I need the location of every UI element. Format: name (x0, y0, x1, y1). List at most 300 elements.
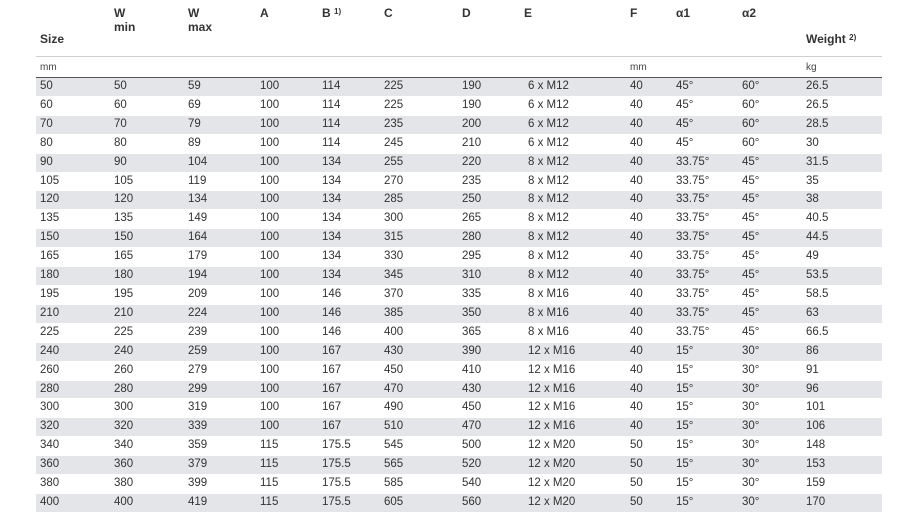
column-header-label: Size (40, 32, 65, 46)
table-cell: 40 (626, 172, 672, 191)
table-cell: 33.75° (672, 304, 738, 323)
table-cell: 12 x M16 (520, 380, 626, 399)
table-cell: 90 (110, 153, 184, 172)
table-cell: 134 (184, 191, 256, 210)
table-cell: 8 x M16 (520, 285, 626, 304)
table-cell: 150 (36, 229, 110, 248)
table-cell: 12 x M16 (520, 342, 626, 361)
table-cell: 53.5 (802, 267, 882, 286)
table-cell: 90 (36, 153, 110, 172)
dimensions-table (36, 0, 882, 513)
table-cell: 148 (802, 437, 882, 456)
table-cell: 175.5 (318, 475, 380, 494)
table-cell: 179 (184, 248, 256, 267)
column-header (256, 0, 318, 57)
table-cell: 105 (36, 172, 110, 191)
table-row (36, 172, 882, 191)
table-cell: 45° (738, 191, 802, 210)
table-cell: 40 (626, 304, 672, 323)
table-cell: 100 (256, 418, 318, 437)
table-cell: 360 (110, 456, 184, 475)
table-cell: 114 (318, 78, 380, 97)
table-cell: 26.5 (802, 78, 882, 97)
table-cell: 45° (672, 134, 738, 153)
table-cell: 240 (110, 342, 184, 361)
column-header (318, 0, 380, 57)
table-cell: 58.5 (802, 285, 882, 304)
table-cell: 255 (380, 153, 458, 172)
column-header-sublabel: min (114, 20, 136, 34)
table-cell: 300 (380, 210, 458, 229)
table-cell: 40 (626, 418, 672, 437)
table-cell: 35 (802, 172, 882, 191)
table-cell: 119 (184, 172, 256, 191)
table-row (36, 342, 882, 361)
table-cell: 134 (318, 153, 380, 172)
table-cell: 380 (110, 475, 184, 494)
table-cell: 50 (626, 475, 672, 494)
unit-cell: mm (36, 57, 110, 78)
table-cell: 6 x M12 (520, 115, 626, 134)
table-cell: 106 (802, 418, 882, 437)
table-cell: 260 (110, 361, 184, 380)
table-cell: 12 x M20 (520, 437, 626, 456)
column-header-label: D (462, 6, 471, 20)
table-cell: 320 (36, 418, 110, 437)
column-header (458, 0, 520, 57)
table-cell: 59 (184, 78, 256, 97)
table-cell: 60 (36, 96, 110, 115)
table-cell: 340 (110, 437, 184, 456)
table-cell: 30° (738, 418, 802, 437)
table-cell: 60° (738, 96, 802, 115)
table-cell: 365 (458, 323, 520, 342)
table-cell: 38 (802, 191, 882, 210)
table-cell: 100 (256, 267, 318, 286)
table-cell: 101 (802, 399, 882, 418)
table-cell: 50 (626, 456, 672, 475)
table-cell: 310 (458, 267, 520, 286)
table-cell: 60° (738, 78, 802, 97)
table-cell: 115 (256, 475, 318, 494)
table-cell: 115 (256, 437, 318, 456)
table-cell: 50 (626, 437, 672, 456)
table-cell: 100 (256, 172, 318, 191)
table-cell: 225 (36, 323, 110, 342)
table-cell: 225 (380, 78, 458, 97)
table-cell: 40 (626, 361, 672, 380)
unit-cell (256, 57, 318, 78)
table-cell: 50 (110, 78, 184, 97)
table-cell: 320 (110, 418, 184, 437)
unit-cell (458, 57, 520, 78)
table-cell: 15° (672, 399, 738, 418)
column-header (110, 0, 184, 57)
table-cell: 315 (380, 229, 458, 248)
table-cell: 430 (380, 342, 458, 361)
table-cell: 545 (380, 437, 458, 456)
table-cell: 89 (184, 134, 256, 153)
unit-cell (110, 57, 184, 78)
table-cell: 86 (802, 342, 882, 361)
table-cell: 265 (458, 210, 520, 229)
table-cell: 165 (36, 248, 110, 267)
table-cell: 115 (256, 493, 318, 512)
unit-cell: kg (802, 57, 882, 78)
table-cell: 134 (318, 248, 380, 267)
column-header-label: C (384, 6, 393, 20)
table-cell: 195 (36, 285, 110, 304)
table-cell: 210 (110, 304, 184, 323)
table-cell: 134 (318, 267, 380, 286)
table-cell: 30° (738, 380, 802, 399)
table-cell: 220 (458, 153, 520, 172)
table-cell: 8 x M16 (520, 304, 626, 323)
table-row (36, 267, 882, 286)
table-row (36, 191, 882, 210)
table-cell: 50 (626, 493, 672, 512)
table-cell: 540 (458, 475, 520, 494)
column-header-label: Weight (806, 32, 846, 46)
table-cell: 224 (184, 304, 256, 323)
table-cell: 400 (36, 493, 110, 512)
table-cell: 8 x M12 (520, 229, 626, 248)
table-row (36, 115, 882, 134)
table-cell: 134 (318, 191, 380, 210)
unit-cell (520, 57, 626, 78)
table-cell: 585 (380, 475, 458, 494)
table-cell: 190 (458, 78, 520, 97)
table-cell: 239 (184, 323, 256, 342)
table-cell: 146 (318, 323, 380, 342)
table-cell: 45° (738, 248, 802, 267)
column-header (738, 0, 802, 57)
table-cell: 6 x M12 (520, 134, 626, 153)
table-cell: 510 (380, 418, 458, 437)
table-cell: 30° (738, 437, 802, 456)
column-header-label: W (188, 6, 200, 20)
table-cell: 225 (110, 323, 184, 342)
table-cell: 134 (318, 210, 380, 229)
table-cell: 33.75° (672, 267, 738, 286)
table-cell: 115 (256, 456, 318, 475)
table-cell: 33.75° (672, 285, 738, 304)
table-cell: 565 (380, 456, 458, 475)
table-cell: 40 (626, 248, 672, 267)
table-cell: 45° (738, 153, 802, 172)
table-cell: 605 (380, 493, 458, 512)
table-row (36, 134, 882, 153)
table-row (36, 399, 882, 418)
table-cell: 12 x M16 (520, 399, 626, 418)
table-cell: 149 (184, 210, 256, 229)
table-cell: 280 (458, 229, 520, 248)
table-cell: 50 (36, 78, 110, 97)
column-header (36, 0, 110, 57)
table-cell: 280 (110, 380, 184, 399)
unit-cell: mm (626, 57, 672, 78)
column-header (380, 0, 458, 57)
table-cell: 100 (256, 78, 318, 97)
table-cell: 153 (802, 456, 882, 475)
table-cell: 40 (626, 342, 672, 361)
table-cell: 40 (626, 285, 672, 304)
table-cell: 40 (626, 399, 672, 418)
table-cell: 15° (672, 418, 738, 437)
table-cell: 33.75° (672, 229, 738, 248)
table-row (36, 456, 882, 475)
table-cell: 114 (318, 134, 380, 153)
table-cell: 270 (380, 172, 458, 191)
table-cell: 70 (110, 115, 184, 134)
unit-cell (672, 57, 738, 78)
table-row (36, 153, 882, 172)
table-cell: 30° (738, 342, 802, 361)
table-cell: 400 (380, 323, 458, 342)
table-cell: 100 (256, 96, 318, 115)
table-cell: 150 (110, 229, 184, 248)
table-cell: 209 (184, 285, 256, 304)
table-cell: 210 (36, 304, 110, 323)
table-cell: 8 x M16 (520, 323, 626, 342)
table-cell: 15° (672, 361, 738, 380)
table-cell: 96 (802, 380, 882, 399)
table-row (36, 493, 882, 512)
table-cell: 190 (458, 96, 520, 115)
table-cell: 40 (626, 78, 672, 97)
table-cell: 15° (672, 380, 738, 399)
table-cell: 300 (36, 399, 110, 418)
table-cell: 70 (36, 115, 110, 134)
table-cell: 159 (802, 475, 882, 494)
column-header-label: W (114, 6, 126, 20)
table-cell: 45° (738, 210, 802, 229)
table-cell: 279 (184, 361, 256, 380)
column-header-label: F (630, 6, 638, 20)
table-cell: 15° (672, 475, 738, 494)
table-cell: 33.75° (672, 153, 738, 172)
table-cell: 15° (672, 493, 738, 512)
table-cell: 63 (802, 304, 882, 323)
table-cell: 45° (738, 323, 802, 342)
table-cell: 45° (672, 96, 738, 115)
table-row (36, 304, 882, 323)
table-row (36, 210, 882, 229)
table-cell: 100 (256, 323, 318, 342)
table-cell: 100 (256, 115, 318, 134)
table-cell: 175.5 (318, 493, 380, 512)
table-cell: 15° (672, 342, 738, 361)
table-cell: 100 (256, 285, 318, 304)
table-cell: 235 (380, 115, 458, 134)
table-cell: 100 (256, 134, 318, 153)
table-cell: 400 (110, 493, 184, 512)
table-cell: 104 (184, 153, 256, 172)
table-cell: 80 (36, 134, 110, 153)
table-cell: 114 (318, 96, 380, 115)
table-cell: 240 (36, 342, 110, 361)
table-cell: 66.5 (802, 323, 882, 342)
table-cell: 69 (184, 96, 256, 115)
table-cell: 379 (184, 456, 256, 475)
table-cell: 470 (458, 418, 520, 437)
table-cell: 385 (380, 304, 458, 323)
table-cell: 560 (458, 493, 520, 512)
table-cell: 300 (110, 399, 184, 418)
unit-cell (184, 57, 256, 78)
table-body (36, 78, 882, 513)
table-cell: 175.5 (318, 456, 380, 475)
unit-cell (318, 57, 380, 78)
table-row (36, 323, 882, 342)
units-row (36, 57, 882, 78)
table-cell: 40 (626, 115, 672, 134)
table-cell: 15° (672, 456, 738, 475)
table-cell: 100 (256, 361, 318, 380)
table-cell: 12 x M16 (520, 361, 626, 380)
table-cell: 194 (184, 267, 256, 286)
table-cell: 134 (318, 229, 380, 248)
table-row (36, 248, 882, 267)
table-cell: 91 (802, 361, 882, 380)
table-cell: 28.5 (802, 115, 882, 134)
table-cell: 430 (458, 380, 520, 399)
table-cell: 520 (458, 456, 520, 475)
table-cell: 33.75° (672, 323, 738, 342)
table-cell: 260 (36, 361, 110, 380)
table-row (36, 380, 882, 399)
table-row (36, 418, 882, 437)
table-cell: 250 (458, 191, 520, 210)
table-cell: 8 x M12 (520, 172, 626, 191)
table-cell: 33.75° (672, 172, 738, 191)
table-cell: 210 (458, 134, 520, 153)
table-cell: 40.5 (802, 210, 882, 229)
table-cell: 299 (184, 380, 256, 399)
table-cell: 134 (318, 172, 380, 191)
table-cell: 450 (458, 399, 520, 418)
table-cell: 180 (110, 267, 184, 286)
column-header-label: E (524, 6, 533, 20)
table-row (36, 78, 882, 97)
table-cell: 235 (458, 172, 520, 191)
table-cell: 40 (626, 191, 672, 210)
table-row (36, 229, 882, 248)
table-cell: 245 (380, 134, 458, 153)
table-cell: 6 x M12 (520, 96, 626, 115)
table-cell: 30° (738, 493, 802, 512)
table-cell: 225 (380, 96, 458, 115)
table-cell: 40 (626, 380, 672, 399)
table-cell: 45° (738, 304, 802, 323)
table-cell: 120 (110, 191, 184, 210)
column-header (184, 0, 256, 57)
table-cell: 45° (672, 78, 738, 97)
table-cell: 30° (738, 361, 802, 380)
column-header-label: B (322, 6, 331, 20)
table-cell: 12 x M20 (520, 475, 626, 494)
table-header (36, 0, 882, 78)
table-cell: 8 x M12 (520, 153, 626, 172)
table-cell: 45° (738, 172, 802, 191)
table-cell: 8 x M12 (520, 210, 626, 229)
table-cell: 410 (458, 361, 520, 380)
table-cell: 31.5 (802, 153, 882, 172)
table-cell: 26.5 (802, 96, 882, 115)
table-cell: 12 x M20 (520, 456, 626, 475)
table-cell: 135 (36, 210, 110, 229)
table-cell: 105 (110, 172, 184, 191)
table-cell: 40 (626, 323, 672, 342)
table-cell: 100 (256, 380, 318, 399)
table-cell: 45° (738, 267, 802, 286)
table-cell: 100 (256, 191, 318, 210)
table-cell: 100 (256, 229, 318, 248)
table-row (36, 285, 882, 304)
table-cell: 399 (184, 475, 256, 494)
table-cell: 146 (318, 285, 380, 304)
column-header-label: α2 (742, 6, 757, 20)
table-cell: 259 (184, 342, 256, 361)
table-cell: 450 (380, 361, 458, 380)
table-cell: 319 (184, 399, 256, 418)
table-cell: 33.75° (672, 248, 738, 267)
table-cell: 167 (318, 342, 380, 361)
table-row (36, 437, 882, 456)
table-cell: 100 (256, 399, 318, 418)
table-cell: 45° (672, 115, 738, 134)
table-cell: 49 (802, 248, 882, 267)
table-cell: 146 (318, 304, 380, 323)
table-cell: 33.75° (672, 191, 738, 210)
header-row (36, 0, 882, 57)
table-cell: 100 (256, 342, 318, 361)
table-cell: 135 (110, 210, 184, 229)
table-cell: 285 (380, 191, 458, 210)
table-cell: 100 (256, 304, 318, 323)
table-cell: 40 (626, 134, 672, 153)
table-cell: 167 (318, 418, 380, 437)
table-cell: 60° (738, 115, 802, 134)
table-cell: 180 (36, 267, 110, 286)
table-cell: 170 (802, 493, 882, 512)
table-cell: 370 (380, 285, 458, 304)
table-cell: 490 (380, 399, 458, 418)
table-cell: 40 (626, 229, 672, 248)
table-cell: 345 (380, 267, 458, 286)
table-cell: 6 x M12 (520, 78, 626, 97)
table-cell: 60 (110, 96, 184, 115)
table-cell: 45° (738, 229, 802, 248)
table-cell: 44.5 (802, 229, 882, 248)
table-cell: 280 (36, 380, 110, 399)
table-cell: 30 (802, 134, 882, 153)
table-cell: 40 (626, 210, 672, 229)
table-cell: 175.5 (318, 437, 380, 456)
footnote-marker: 1) (334, 7, 342, 16)
column-header-sublabel: max (188, 20, 213, 34)
table-cell: 339 (184, 418, 256, 437)
unit-cell (380, 57, 458, 78)
table-cell: 359 (184, 437, 256, 456)
column-header (520, 0, 626, 57)
table-cell: 40 (626, 267, 672, 286)
footnote-marker: 2) (849, 33, 857, 42)
table-cell: 100 (256, 153, 318, 172)
table-cell: 165 (110, 248, 184, 267)
table-cell: 100 (256, 210, 318, 229)
table-cell: 30° (738, 399, 802, 418)
